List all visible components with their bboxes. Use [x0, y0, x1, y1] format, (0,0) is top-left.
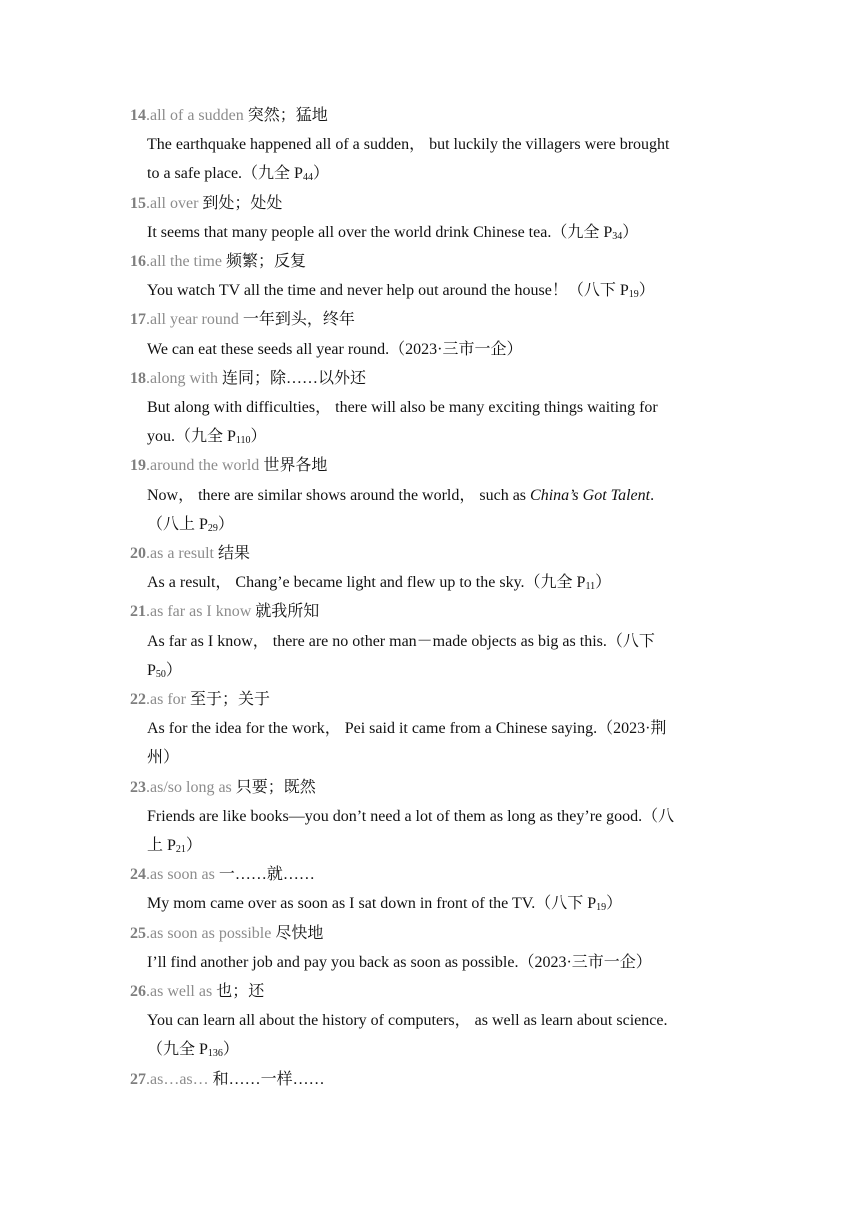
example-text: As far as I know， there are no other man－made objects as big as this.（八下 [147, 632, 655, 650]
entry-meaning: 也；还 [212, 983, 265, 1000]
example-sentence-line [147, 1040, 239, 1060]
entry-number: 26 [130, 983, 146, 1000]
entry-meaning: 连同；除……以外还 [218, 369, 367, 387]
entry-meaning: 结果 [213, 545, 250, 562]
example-text: It seems that many people all over the world drink Chinese tea.（九全 P [147, 223, 613, 241]
example-text: As a result， Chang’e became light and flew up to the sky.（九全 P [147, 574, 586, 592]
example-text: you.（九全 P [147, 428, 236, 446]
entry-meaning: 一……就…… [214, 866, 315, 884]
example-tail: ） [250, 428, 267, 446]
page-number-subscript: 44 [302, 172, 313, 184]
example-tail: ） [595, 574, 612, 592]
entry-phrase: .as well as [146, 983, 213, 1000]
entry-heading [130, 778, 316, 798]
example-sentence-line [147, 953, 652, 973]
entry-meaning: 尽快地 [271, 924, 324, 942]
example-sentence-line [147, 281, 655, 301]
page-number-subscript: 21 [175, 844, 186, 855]
entry-number: 17 [130, 311, 146, 329]
example-tail: ） [638, 282, 655, 300]
page-number-subscript: 136 [207, 1048, 223, 1060]
example-text: But along with difficulties， there will also be many exciting things waiting for [147, 399, 658, 416]
example-tail: . [650, 486, 655, 504]
entry-heading [130, 924, 323, 944]
entry-number: 24 [130, 866, 146, 884]
entry-heading [130, 690, 270, 710]
entry-meaning: 世界各地 [259, 457, 328, 475]
entry-phrase: .all over [146, 194, 199, 212]
example-sentence-line [147, 894, 622, 914]
entry-heading [130, 865, 315, 885]
example-sentence-line [147, 573, 611, 593]
example-text: Now， there are similar shows around the world， such as [147, 486, 531, 504]
entry-heading [130, 456, 327, 476]
entry-number: 15 [130, 194, 146, 212]
entry-number: 20 [130, 545, 146, 562]
example-text: 州） [147, 749, 180, 767]
entry-heading [130, 544, 250, 564]
example-sentence-line [147, 1011, 667, 1031]
page-number-subscript: 19 [628, 289, 639, 301]
example-text: P [147, 661, 156, 679]
entry-meaning: 就我所知 [251, 603, 320, 621]
example-sentence-line [147, 719, 666, 739]
entry-phrase: .along with [146, 369, 218, 387]
example-tail: ） [217, 515, 234, 533]
example-sentence-line [147, 486, 654, 506]
example-text: My mom came over as soon as I sat down in front of the TV.（八下 P [147, 895, 597, 913]
example-tail: ） [312, 165, 329, 183]
entry-number: 22 [130, 691, 146, 708]
entry-number: 21 [130, 603, 146, 621]
example-text: I’ll find another job and pay you back as soon as possible.（2023·三市一企） [147, 953, 652, 971]
example-sentence-line [147, 632, 655, 652]
example-sentence-line [147, 427, 267, 447]
entry-meaning: 频繁；反复 [221, 253, 306, 270]
example-text: （九全 P [147, 1041, 208, 1059]
entry-number: 27 [130, 1070, 146, 1088]
example-tail: ） [185, 837, 202, 854]
entry-phrase: .as far as I know [146, 603, 252, 621]
entry-phrase: .around the world [146, 457, 260, 475]
entry-meaning: 至于；关于 [185, 691, 270, 708]
entry-heading [130, 982, 264, 1002]
example-text: As for the idea for the work， Pei said it came from a Chinese saying.（2023·荆 [147, 720, 667, 738]
example-tail: ） [222, 1041, 239, 1059]
entry-phrase: .all the time [146, 253, 222, 270]
entry-phrase: .as…as… [146, 1070, 209, 1088]
example-sentence-line [147, 748, 179, 768]
example-text: to a safe place.（九全 P [147, 165, 303, 183]
page-number-subscript: 19 [596, 902, 607, 914]
example-sentence-line [147, 836, 202, 856]
entry-number: 18 [130, 369, 146, 387]
example-tail: ） [622, 223, 639, 241]
example-sentence-line [147, 340, 523, 360]
entry-phrase: .all year round [146, 311, 239, 329]
entry-heading [130, 310, 355, 330]
entry-meaning: 一年到头，终年 [238, 311, 355, 329]
example-sentence-line [147, 135, 670, 155]
example-sentence-line [147, 807, 674, 827]
entry-meaning: 只要；既然 [231, 778, 316, 796]
entry-phrase: .as soon as possible [146, 924, 272, 942]
entry-phrase: .as for [146, 691, 186, 708]
example-text: We can eat these seeds all year round.（2023·三市一企） [147, 340, 523, 358]
entry-number: 19 [130, 457, 146, 475]
example-sentence-line [147, 398, 658, 418]
entry-number: 14 [130, 107, 146, 124]
entry-heading [130, 602, 319, 622]
page-number-subscript: 29 [207, 522, 218, 534]
entry-phrase: .all of a sudden [146, 107, 244, 124]
example-text: You can learn all about the history of computers， as well as learn about science. [147, 1012, 668, 1030]
example-italic-title: China’s Got Talent [530, 486, 651, 504]
example-tail: ） [606, 895, 623, 913]
entry-number: 16 [130, 253, 146, 270]
page-number-subscript: 11 [585, 581, 596, 593]
entry-phrase: .as/so long as [146, 778, 232, 796]
entry-heading [130, 369, 366, 389]
page-number-subscript: 50 [155, 668, 166, 680]
entry-phrase: .as soon as [146, 866, 215, 884]
entry-meaning: 到处；处处 [198, 194, 283, 212]
entry-meaning: 和……一样…… [208, 1070, 325, 1088]
example-sentence-line [147, 223, 638, 243]
example-sentence-line [147, 164, 329, 184]
entry-number: 25 [130, 924, 146, 942]
example-text: 上 P [147, 837, 176, 854]
example-text: You watch TV all the time and never help out around the house！（八下 P [147, 282, 629, 300]
example-text: （八上 P [147, 515, 208, 533]
example-sentence-line [147, 661, 182, 681]
entry-heading [130, 252, 306, 272]
example-text: Friends are like books—you don’t need a lot of them as long as they’re good.（八 [147, 807, 675, 825]
entry-meaning: 突然；猛地 [243, 107, 328, 124]
entry-number: 23 [130, 778, 146, 796]
example-sentence-line [147, 515, 234, 535]
entry-heading [130, 1070, 325, 1090]
entry-heading [130, 194, 282, 214]
example-text: The earthquake happened all of a sudden， but luckily the villagers were brought [147, 136, 670, 154]
entry-phrase: .as a result [146, 545, 214, 562]
page-number-subscript: 110 [235, 435, 251, 447]
page-number-subscript: 34 [612, 230, 623, 242]
entry-heading [130, 106, 328, 126]
example-tail: ） [165, 661, 182, 679]
